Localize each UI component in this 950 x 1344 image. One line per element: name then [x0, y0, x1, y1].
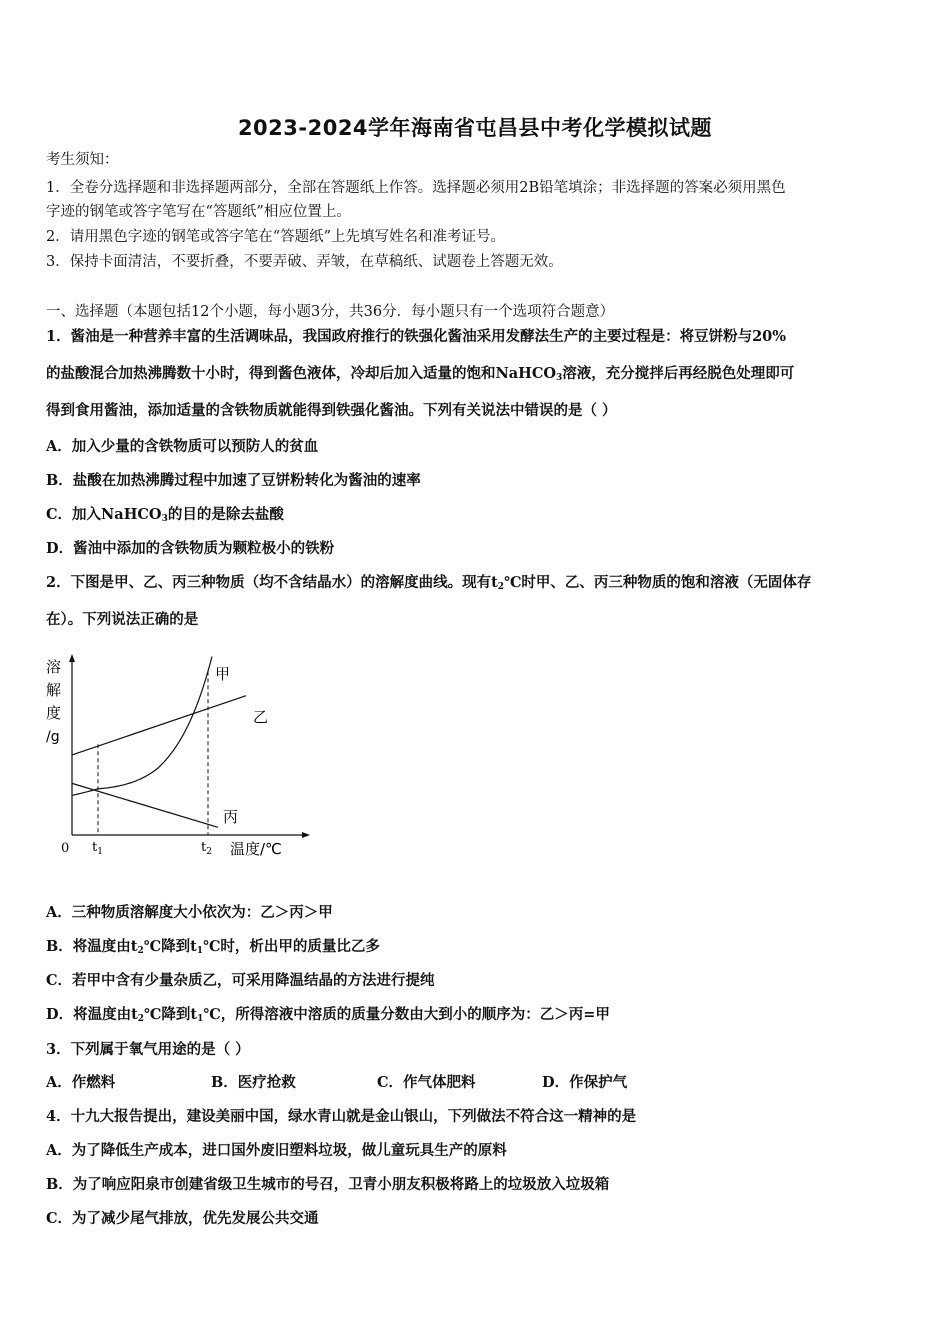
- notice-item-1-cont: 字迹的钢笔或答字笔写在“答题纸”相应位置上。: [46, 204, 351, 220]
- series-yi-label: 乙: [253, 708, 269, 726]
- q4-option-a: A．为了降低生产成本，进口国外废旧塑料垃圾，做儿童玩具生产的原料: [46, 1142, 507, 1159]
- y-axis-arrow: [69, 654, 75, 662]
- x-axis-arrow: [302, 832, 310, 838]
- q2-option-d: [46, 1005, 610, 1029]
- page-title: 2023-2024学年海南省屯昌县中考化学模拟试题: [237, 116, 713, 140]
- q3-stem: 3．下列属于氧气用途的是（ ）: [46, 1041, 250, 1058]
- q2-line1-part1: 2．下图是甲、乙、丙三种物质（均不含结晶水）的溶解度曲线。现有t: [46, 574, 498, 591]
- q2-d-part3: ℃，所得溶液中溶质的质量分数由大到小的顺序为：乙＞丙=甲: [203, 1006, 610, 1023]
- q1-option-b: B．盐酸在加热沸腾过程中加速了豆饼粉转化为酱油的速率: [46, 472, 421, 489]
- q1-c-part2: 的目的是除去盐酸: [167, 506, 284, 523]
- tick-t1: $t_1$: [92, 840, 103, 857]
- q1-stem-line3: 得到食用酱油，添加适量的含铁物质就能得到铁强化酱油。下列有关说法中错误的是（ ）: [46, 402, 617, 419]
- y-label-char-2: 解: [46, 681, 62, 699]
- q3-option-a: A．作燃料: [46, 1074, 116, 1091]
- notice-item-3: 3．保持卡面清洁，不要折叠，不要弄破、弄皱，在草稿纸、试题卷上答题无效。: [46, 254, 563, 270]
- notice-heading: 考生须知：: [46, 152, 119, 168]
- y-label-char-4: /g: [46, 729, 60, 745]
- q2-line1-part2: ℃时甲、乙、丙三种物质的饱和溶液（无固体存: [504, 574, 812, 591]
- q2-line1-sub: 2: [497, 582, 505, 592]
- tick-t2: $t_2$: [201, 840, 212, 857]
- q2-option-a: A．三种物质溶解度大小依次为：乙＞丙＞甲: [46, 904, 333, 921]
- q4-option-b: B．为了响应阳泉市创建省级卫生城市的号召，卫青小朋友积极将路上的垃圾放入垃圾箱: [46, 1176, 610, 1193]
- q2-b-part2: ℃降到t: [143, 938, 197, 955]
- notice-item-1: 1．全卷分选择题和非选择题两部分，全部在答题纸上作答。选择题必须用2B铅笔填涂；非选择题的答案必须用黑色: [46, 180, 786, 196]
- x-axis-label: 温度/℃: [230, 840, 282, 858]
- q2-d-sub2: 1: [197, 1014, 204, 1024]
- y-label-char-1: 溶: [46, 658, 62, 676]
- series-bing-label: 丙: [223, 808, 239, 826]
- q1-stem-line1: 1．酱油是一种营养丰富的生活调味品，我国政府推行的铁强化酱油采用发酵法生产的主要过程是：将豆饼粉与20%: [46, 328, 787, 345]
- q3-option-b: B．医疗抢救: [211, 1074, 296, 1091]
- q3-option-d: D．作保护气: [542, 1074, 628, 1091]
- q2-option-b: [46, 937, 380, 961]
- q1-option-a: A．加入少量的含铁物质可以预防人的贫血: [46, 438, 319, 455]
- series-jia-curve: [72, 657, 212, 796]
- q1-line2-sub: 3: [556, 373, 563, 383]
- q1-option-d: D．酱油中添加的含铁物质为颗粒极小的铁粉: [46, 540, 335, 557]
- q4-stem: 4．十九大报告提出，建设美丽中国，绿水青山就是金山银山，下列做法不符合这一精神的是: [46, 1108, 637, 1125]
- q1-option-c: [46, 505, 284, 529]
- q2-d-part2: ℃降到t: [144, 1006, 198, 1023]
- notice-item-2: 2．请用黑色字迹的钢笔或答字笔在“答题纸”上先填写姓名和准考证号。: [46, 229, 506, 245]
- q2-stem-line1: [46, 573, 811, 597]
- q2-stem-line2: 在）。下列说法正确的是: [46, 611, 199, 628]
- y-label-char-3: 度: [46, 704, 62, 722]
- origin-label: 0: [61, 841, 70, 856]
- q1-c-sub: 3: [161, 514, 168, 524]
- q1-c-part1: C．加入NaHCO: [46, 506, 162, 523]
- q2-b-part1: B．将温度由t: [46, 938, 138, 955]
- q2-b-part3: ℃时，析出甲的质量比乙多: [203, 938, 380, 955]
- q2-option-c: C．若甲中含有少量杂质乙，可采用降温结晶的方法进行提纯: [46, 972, 435, 989]
- q3-option-c: C．作气体肥料: [377, 1074, 476, 1091]
- q4-option-c: C．为了减少尾气排放，优先发展公共交通: [46, 1210, 319, 1227]
- q2-d-part1: D．将温度由t: [46, 1006, 138, 1023]
- section-heading: 一、选择题（本题包括12个小题，每小题3分，共36分．每小题只有一个选项符合题意）: [46, 304, 615, 320]
- q1-line2-part2: 溶液，充分搅拌后再经脱色处理即可: [562, 365, 795, 382]
- q2-b-sub2: 1: [196, 946, 204, 956]
- q2-d-sub1: 2: [137, 1014, 145, 1024]
- series-bing-line: [72, 783, 218, 827]
- solubility-chart: [40, 652, 330, 864]
- series-jia-label: 甲: [215, 665, 231, 683]
- q1-line2-part1: 的盐酸混合加热沸腾数十小时，得到酱色液体，冷却后加入适量的饱和NaHCO: [46, 365, 557, 382]
- q1-stem-line2: [46, 364, 794, 388]
- q2-b-sub1: 2: [137, 946, 144, 956]
